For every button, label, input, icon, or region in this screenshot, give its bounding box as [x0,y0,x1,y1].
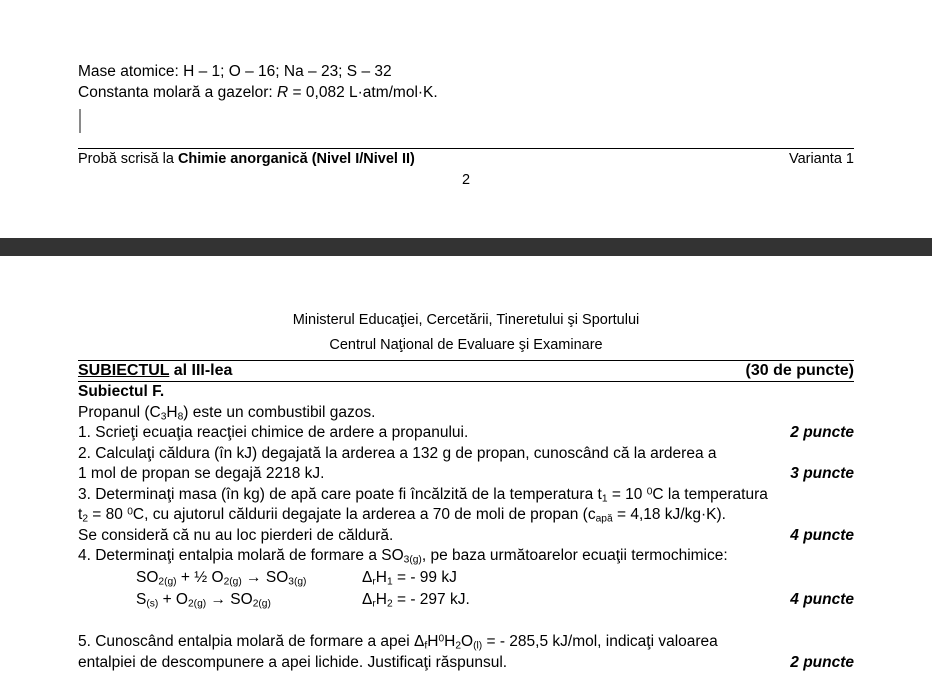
item-1-row [78,423,854,444]
footer-prefix: Probă scrisă la [78,151,178,167]
item-5-delta-sub-f: f [424,639,428,651]
subject-heading-bar [78,360,854,382]
eq1-sub-2: 2(g) [223,575,242,587]
page-number: 2 [461,172,471,188]
eq2-s: S [136,590,147,608]
item-5-h2o-sub-2: 2 [455,639,462,651]
item-3-points: 4 puncte [790,526,854,544]
intro-mid-h: H [166,403,178,421]
item-3-l2-b: = 80 [88,506,128,523]
subject-heading-title [78,362,232,380]
ministry-line-2: Centrul Naţional de Evaluare şi Examinare [329,337,603,353]
eq1-arrow-so3: → SO [241,568,289,586]
item-3-line-1 [78,485,854,506]
item-5-h2o-state-liquid: (l) [473,639,483,651]
eq1-value: = - 99 kJ [392,568,457,586]
eq2-sub-2: 2(g) [188,597,207,609]
subject-heading-underlined: SUBIECTUL [78,362,170,379]
document-page-bottom [0,256,932,681]
equation-2-lhs [136,589,362,611]
item-3-l2-c: C, cu ajutorul căldurii degajate la arderea a 70 de moli de propan (c [132,506,596,523]
item-5-h-superscript-0: 0 [438,632,445,644]
item-5-block [78,632,854,674]
equation-1-rhs [362,567,457,589]
eq2-value: = - 297 kJ. [392,590,470,608]
item-5-h2o-o: O [461,632,474,650]
item-4-so3-subscript: 3(g) [403,554,422,566]
item-1-text: 1. Scrieţi ecuaţia reacţiei chimice de ardere a propanului. [78,424,469,441]
footer-divider-rule [78,148,854,149]
subject-heading-rest: al III-lea [169,362,233,379]
eq1-h-index: 1 [386,575,393,587]
item-3-l1-a: 3. Determinaţi masa (în kg) de apă care poate fi încălzită de la temperatura t [78,485,602,503]
item-3-c-apa-subscript: apă [595,513,613,525]
intro-sub-8: 8 [177,410,184,422]
gas-constant-line [78,83,438,104]
item-4-a: 4. Determinaţi entalpia molară de formare a SO [78,547,404,564]
subject-content [78,382,854,673]
subject-total-points: (30 de puncte) [745,362,854,379]
eq1-delta: Δ [362,568,373,586]
atomic-masses-line: Mase atomice: H – 1; O – 16; Na – 23; S – 32 [78,63,392,80]
item-2-line-2: 1 mol de propan se degajă 2218 kJ. [78,465,325,482]
gas-constant-value: = 0,082 L·atm/mol·K. [288,83,438,101]
intro-sub-3: 3 [160,410,167,422]
footer-subject-name: Chimie anorganică (Nivel I/Nivel II) [177,151,415,167]
eq2-h-index: 2 [386,597,393,609]
item-5-line-2: entalpiei de descompunere a apei lichide. Justificaţi răspunsul. [78,654,508,671]
gas-constant-symbol: R [277,83,289,101]
eq1-sub-3: 3(g) [288,575,307,587]
ministry-header [0,308,932,358]
eq2-plus-o2: + O [158,590,188,608]
item-4-b: , pe baza următoarelor ecuaţii termochimice: [421,547,728,564]
item-3-t2-subscript: 2 [82,513,88,525]
item-2-row-2 [78,464,854,485]
intro-before: Propanul (C [78,403,161,421]
footer-exam-label [78,151,415,167]
eq2-delta-sub-r: r [372,597,376,609]
eq1-so2: SO [136,568,159,586]
footer-variant-label: Varianta 1 [788,151,854,167]
item-3-l1-b: = 10 [607,485,647,503]
item-2-line-1: 2. Calculaţi căldura (în kJ) degajată la arderea a 132 g de propan, cunoscând că la arderea a [78,444,717,462]
item-3-row-3 [78,526,854,547]
item-3-line-2 [78,505,854,526]
intro-sentence [78,403,854,424]
page-footer [78,151,854,167]
item-3-l1-c: C la temperatura [652,485,768,503]
thermochemical-equation-2 [78,589,854,611]
item-3-degree-sup-2: 0 [127,506,133,518]
item-4-points: 4 puncte [790,590,854,608]
eq2-sub-3: 2(g) [252,597,271,609]
equation-2-rhs [362,589,470,611]
eq1-plus-half-o2: + ½ O [176,568,224,586]
eq2-sub-1: (s) [146,597,159,609]
eq2-h: H [375,590,387,608]
eq2-delta: Δ [362,590,373,608]
subject-label: Subiectul F. [78,383,165,400]
gas-constant-prefix: Constanta molară a gazelor: [78,83,278,101]
item-3-l2-a: t [78,506,83,523]
eq2-arrow-so2: → SO [206,590,253,608]
item-1-points: 2 puncte [790,424,854,441]
item-5-b: = - 285,5 kJ/mol, indicaţi valoarea [482,632,718,650]
ministry-line-1: Ministerul Educaţiei, Cercetării, Tineretului şi Sportului [292,312,640,328]
item-5-h2o-h: H [444,632,456,650]
item-3-degree-sup-1: 0 [646,485,653,497]
page-separator-bar [0,238,932,256]
item-2-points: 3 puncte [790,465,854,482]
text-cursor-caret[interactable] [79,109,81,133]
item-3-line-3: Se consideră că nu au loc pierderi de căldură. [78,526,394,544]
eq1-sub-1: 2(g) [158,575,177,587]
eq1-h: H [375,568,387,586]
item-3-l2-d: = 4,18 kJ/kg·K). [612,506,726,523]
equation-1-lhs [136,567,362,589]
eq1-delta-sub-r: r [372,575,376,587]
item-5-a: 5. Cunoscând entalpia molară de formare a apei Δ [78,632,425,650]
atomic-masses-block [78,62,438,103]
thermochemical-equation-1 [78,567,854,589]
intro-after: ) este un combustibil gazos. [183,403,376,421]
item-5-points: 2 puncte [790,654,854,671]
item-4-text [78,546,854,567]
item-5-h: H [427,632,439,650]
paragraph-spacer [78,611,854,632]
item-3-t1-subscript: 1 [601,492,608,504]
item-5-line-1 [78,632,854,653]
item-5-row-2 [78,652,854,673]
document-page-top [0,0,932,238]
